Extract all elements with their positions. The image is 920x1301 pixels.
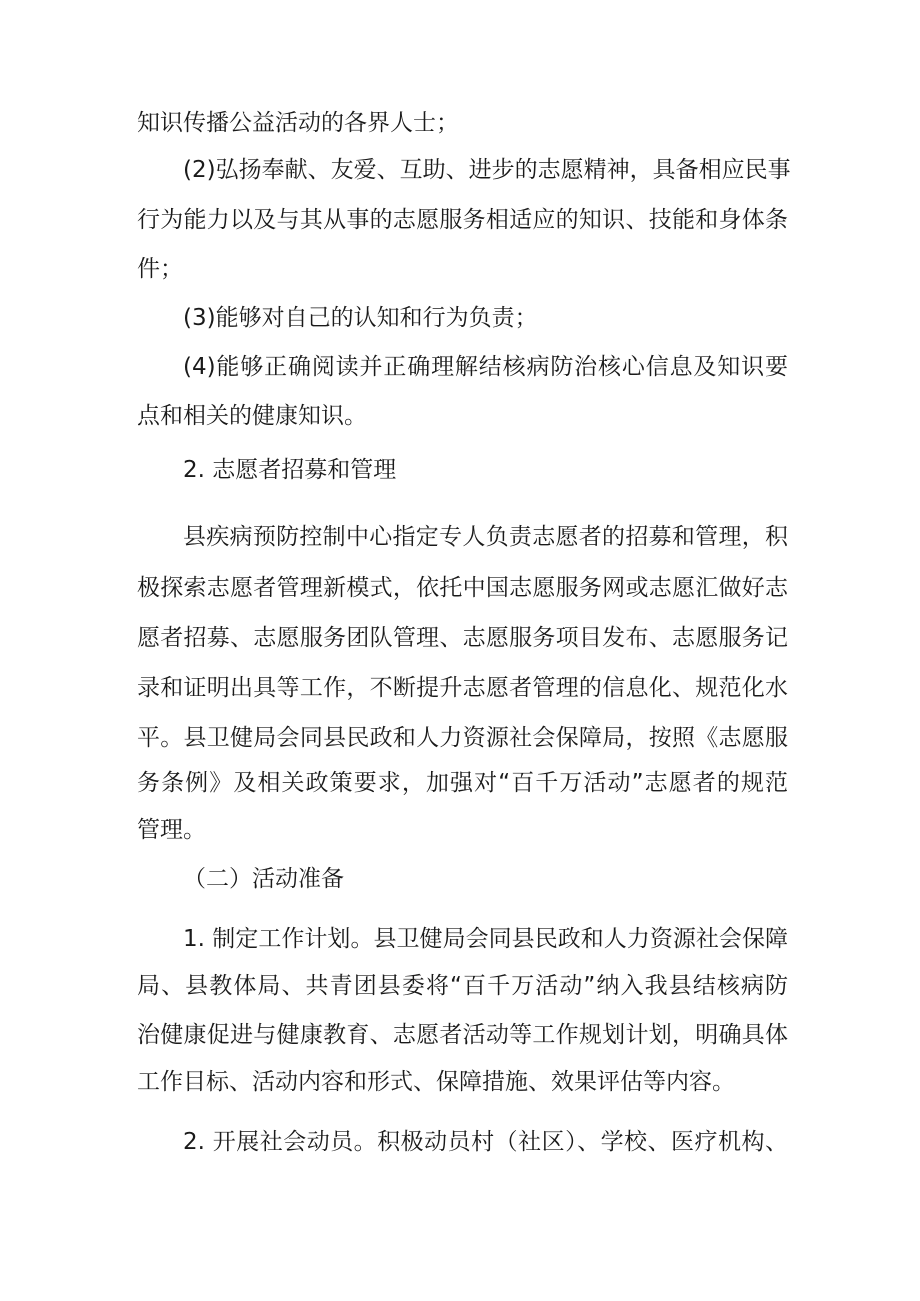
section-heading: （二）活动准备 [183, 866, 344, 892]
text-line: 知识传播公益活动的各界人士； [137, 110, 459, 136]
text-line: 县疾病预防控制中心指定专人负责志愿者的招募和管理，积 [183, 524, 788, 550]
text-line: 管理。 [137, 817, 206, 843]
text-line: 治健康促进与健康教育、志愿者活动等工作规划计划，明确具体 [137, 1022, 788, 1048]
text-line: 1. 制定工作计划。县卫健局会同县民政和人力资源社会保障 [183, 926, 788, 952]
text-line: 平。县卫健局会同县民政和人力资源社会保障局，按照《志愿服 [137, 725, 788, 751]
text-line: 务条例》及相关政策要求，加强对“百千万活动”志愿者的规范 [137, 770, 788, 796]
text-line: 极探索志愿者管理新模式，依托中国志愿服务网或志愿汇做好志 [137, 575, 788, 601]
text-line: 点和相关的健康知识。 [137, 403, 367, 429]
text-line: 工作目标、活动内容和形式、保障措施、效果评估等内容。 [137, 1069, 735, 1095]
section-heading: 2. 志愿者招募和管理 [183, 457, 397, 483]
text-line: (4)能够正确阅读并正确理解结核病防治核心信息及知识要 [183, 354, 788, 380]
text-line: 行为能力以及与其从事的志愿服务相适应的知识、技能和身体条 [137, 207, 788, 233]
text-line: 件； [137, 256, 183, 282]
text-line: (3)能够对自己的认知和行为负责； [183, 305, 538, 331]
text-line: (2)弘扬奉献、友爱、互助、进步的志愿精神，具备相应民事 [183, 157, 791, 183]
text-line: 录和证明出具等工作，不断提升志愿者管理的信息化、规范化水 [137, 675, 788, 701]
text-line: 局、县教体局、共青团县委将“百千万活动”纳入我县结核病防 [137, 973, 788, 999]
text-line: 2. 开展社会动员。积极动员村（社区）、学校、医疗机构、 [183, 1129, 788, 1155]
text-line: 愿者招募、志愿服务团队管理、志愿服务项目发布、志愿服务记 [137, 625, 788, 651]
